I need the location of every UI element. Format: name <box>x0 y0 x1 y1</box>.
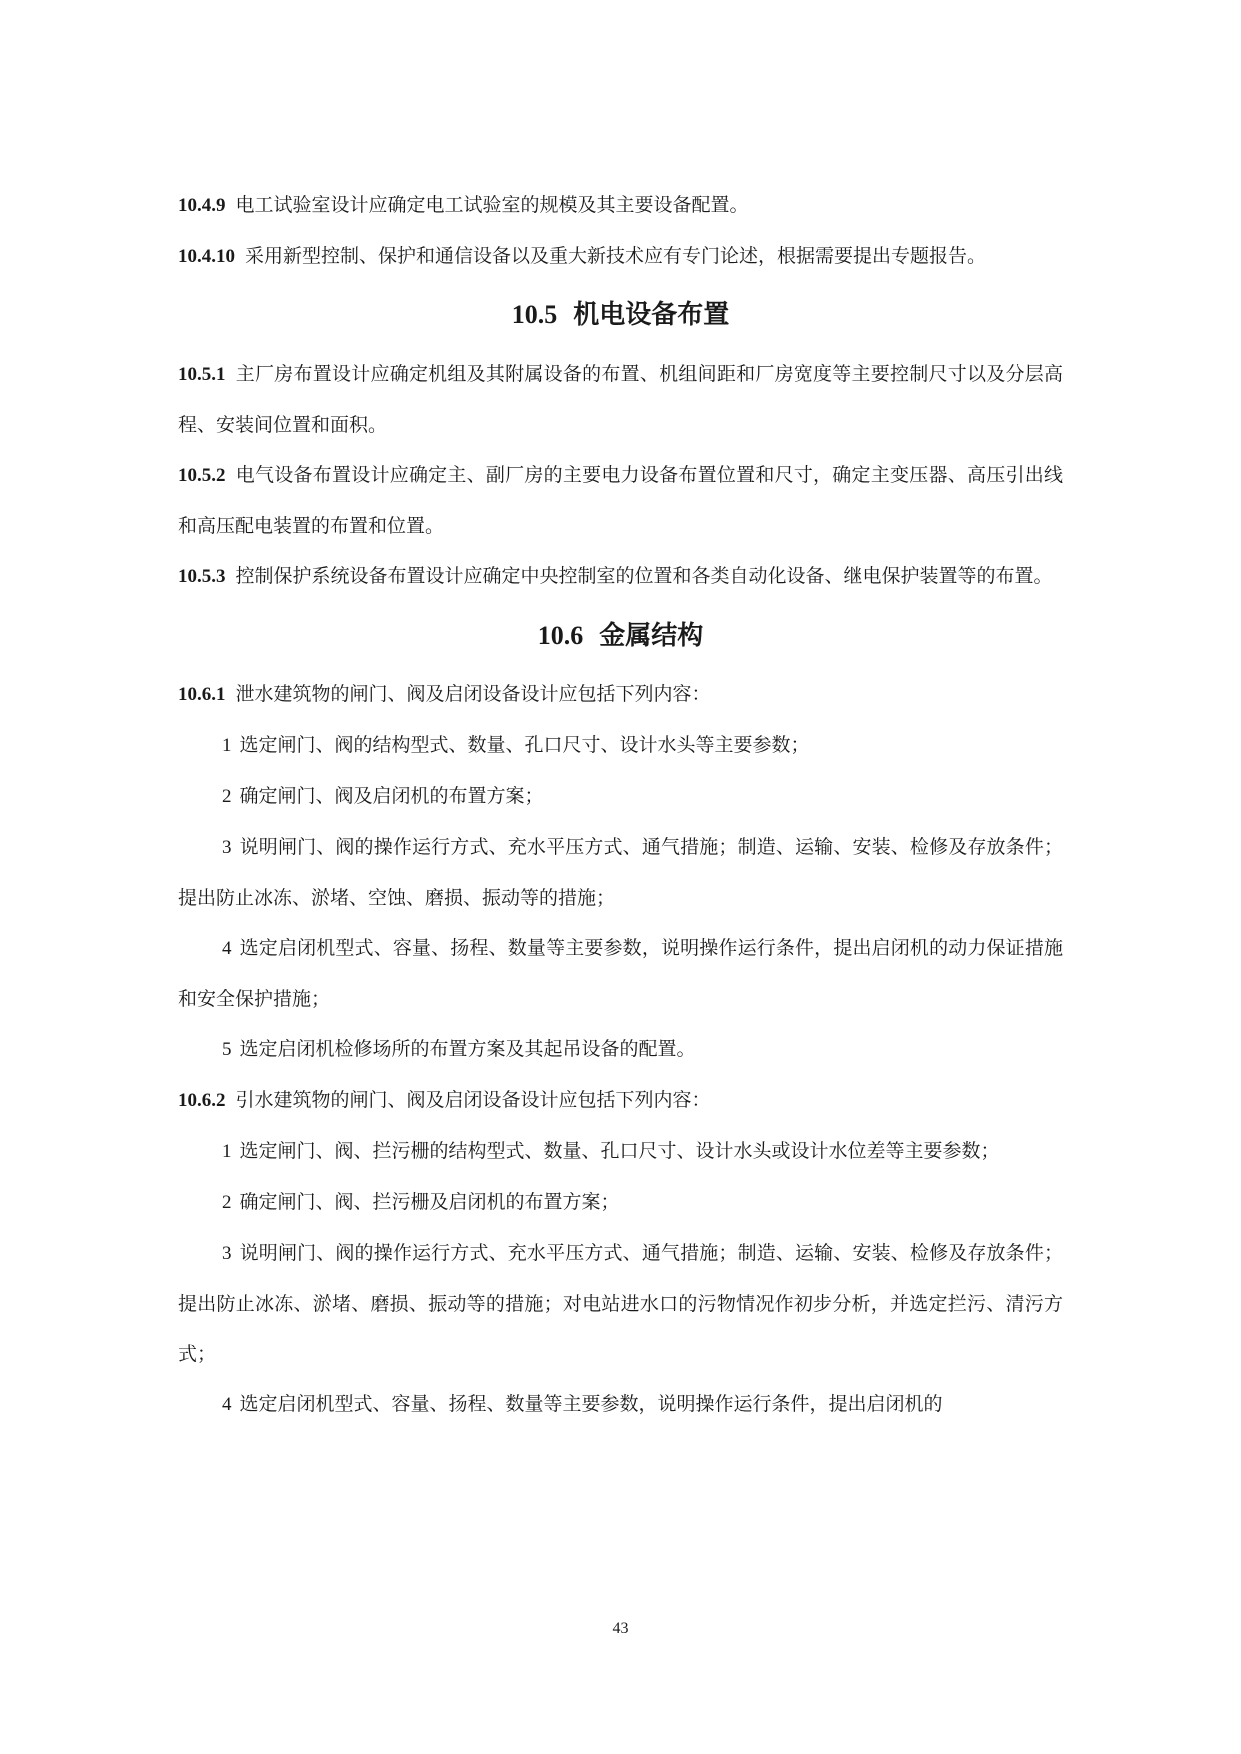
clause-text: 泄水建筑物的闸门、阀及启闭设备设计应包括下列内容： <box>235 683 711 705</box>
list-item <box>178 923 1063 1024</box>
item-text: 选定闸门、阀、拦污栅的结构型式、数量、孔口尺寸、设计水头或设计水位差等主要参数； <box>239 1140 1000 1162</box>
clause-text: 采用新型控制、保护和通信设备以及重大新技术应有专门论述，根据需要提出专题报告。 <box>245 245 987 267</box>
clause-number: 10.4.10 <box>178 246 235 267</box>
clause-number: 10.6.1 <box>178 684 226 705</box>
document-body <box>178 180 1063 1430</box>
item-number: 3 <box>222 837 232 858</box>
item-text: 选定启闭机型式、容量、扬程、数量等主要参数，说明操作运行条件，提出启闭机的动力保证措施和安全保护措施； <box>178 937 1063 1010</box>
item-text: 确定闸门、阀、拦污栅及启闭机的布置方案； <box>239 1191 620 1213</box>
section-title: 金属结构 <box>599 621 704 651</box>
item-number: 5 <box>222 1039 232 1060</box>
clause-text: 电工试验室设计应确定电工试验室的规模及其主要设备配置。 <box>235 194 749 216</box>
clause-number: 10.5.2 <box>178 465 226 486</box>
item-text: 确定闸门、阀及启闭机的布置方案； <box>239 785 544 807</box>
clause-text: 引水建筑物的闸门、阀及启闭设备设计应包括下列内容： <box>235 1089 711 1111</box>
list-item <box>178 1177 1063 1228</box>
list-item <box>178 771 1063 822</box>
section-title: 机电设备布置 <box>573 300 730 330</box>
item-text: 选定启闭机型式、容量、扬程、数量等主要参数，说明操作运行条件，提出启闭机的 <box>239 1393 943 1415</box>
clause-10-6-2 <box>178 1075 1063 1126</box>
clause-number: 10.6.2 <box>178 1090 226 1111</box>
clause-10-4-9 <box>178 180 1063 231</box>
clause-text: 控制保护系统设备布置设计应确定中央控制室的位置和各类自动化设备、继电保护装置等的布置。 <box>235 565 1053 587</box>
item-number: 3 <box>222 1243 232 1264</box>
item-number: 2 <box>222 1192 232 1213</box>
clause-number: 10.4.9 <box>178 195 226 216</box>
clause-10-6-1 <box>178 669 1063 720</box>
page-number: 43 <box>612 1620 629 1637</box>
item-number: 1 <box>222 1141 232 1162</box>
clause-number: 10.5.3 <box>178 566 226 587</box>
section-number: 10.5 <box>511 300 558 329</box>
list-item <box>178 1228 1063 1379</box>
list-item <box>178 822 1063 923</box>
item-number: 1 <box>222 735 232 756</box>
section-heading-10-5 <box>178 295 1063 335</box>
list-item <box>178 1126 1063 1177</box>
item-number: 4 <box>222 938 232 959</box>
item-number: 4 <box>222 1394 232 1415</box>
clause-number: 10.5.1 <box>178 364 226 385</box>
section-number: 10.6 <box>537 621 584 650</box>
clause-10-4-10 <box>178 231 1063 282</box>
item-text: 说明闸门、阀的操作运行方式、充水平压方式、通气措施；制造、运输、安装、检修及存放条件；提出防止冰冻、淤堵、空蚀、磨损、振动等的措施； <box>178 836 1063 909</box>
clause-10-5-2 <box>178 450 1063 551</box>
list-item <box>178 720 1063 771</box>
list-item <box>178 1379 1063 1430</box>
clause-10-5-1 <box>178 349 1063 450</box>
item-number: 2 <box>222 786 232 807</box>
item-text: 选定启闭机检修场所的布置方案及其起吊设备的配置。 <box>239 1038 696 1060</box>
item-text: 选定闸门、阀的结构型式、数量、孔口尺寸、设计水头等主要参数； <box>239 734 810 756</box>
section-heading-10-6 <box>178 616 1063 656</box>
list-item <box>178 1024 1063 1075</box>
clause-text: 电气设备布置设计应确定主、副厂房的主要电力设备布置位置和尺寸，确定主变压器、高压引出线和高压配电装置的布置和位置。 <box>178 464 1063 537</box>
item-text: 说明闸门、阀的操作运行方式、充水平压方式、通气措施；制造、运输、安装、检修及存放条件；提出防止冰冻、淤堵、磨损、振动等的措施；对电站进水口的污物情况作初步分析，并选定拦污、清污方式； <box>178 1242 1063 1365</box>
clause-text: 主厂房布置设计应确定机组及其附属设备的布置、机组间距和厂房宽度等主要控制尺寸以及分层高程、安装间位置和面积。 <box>178 363 1063 436</box>
clause-10-5-3 <box>178 551 1063 602</box>
